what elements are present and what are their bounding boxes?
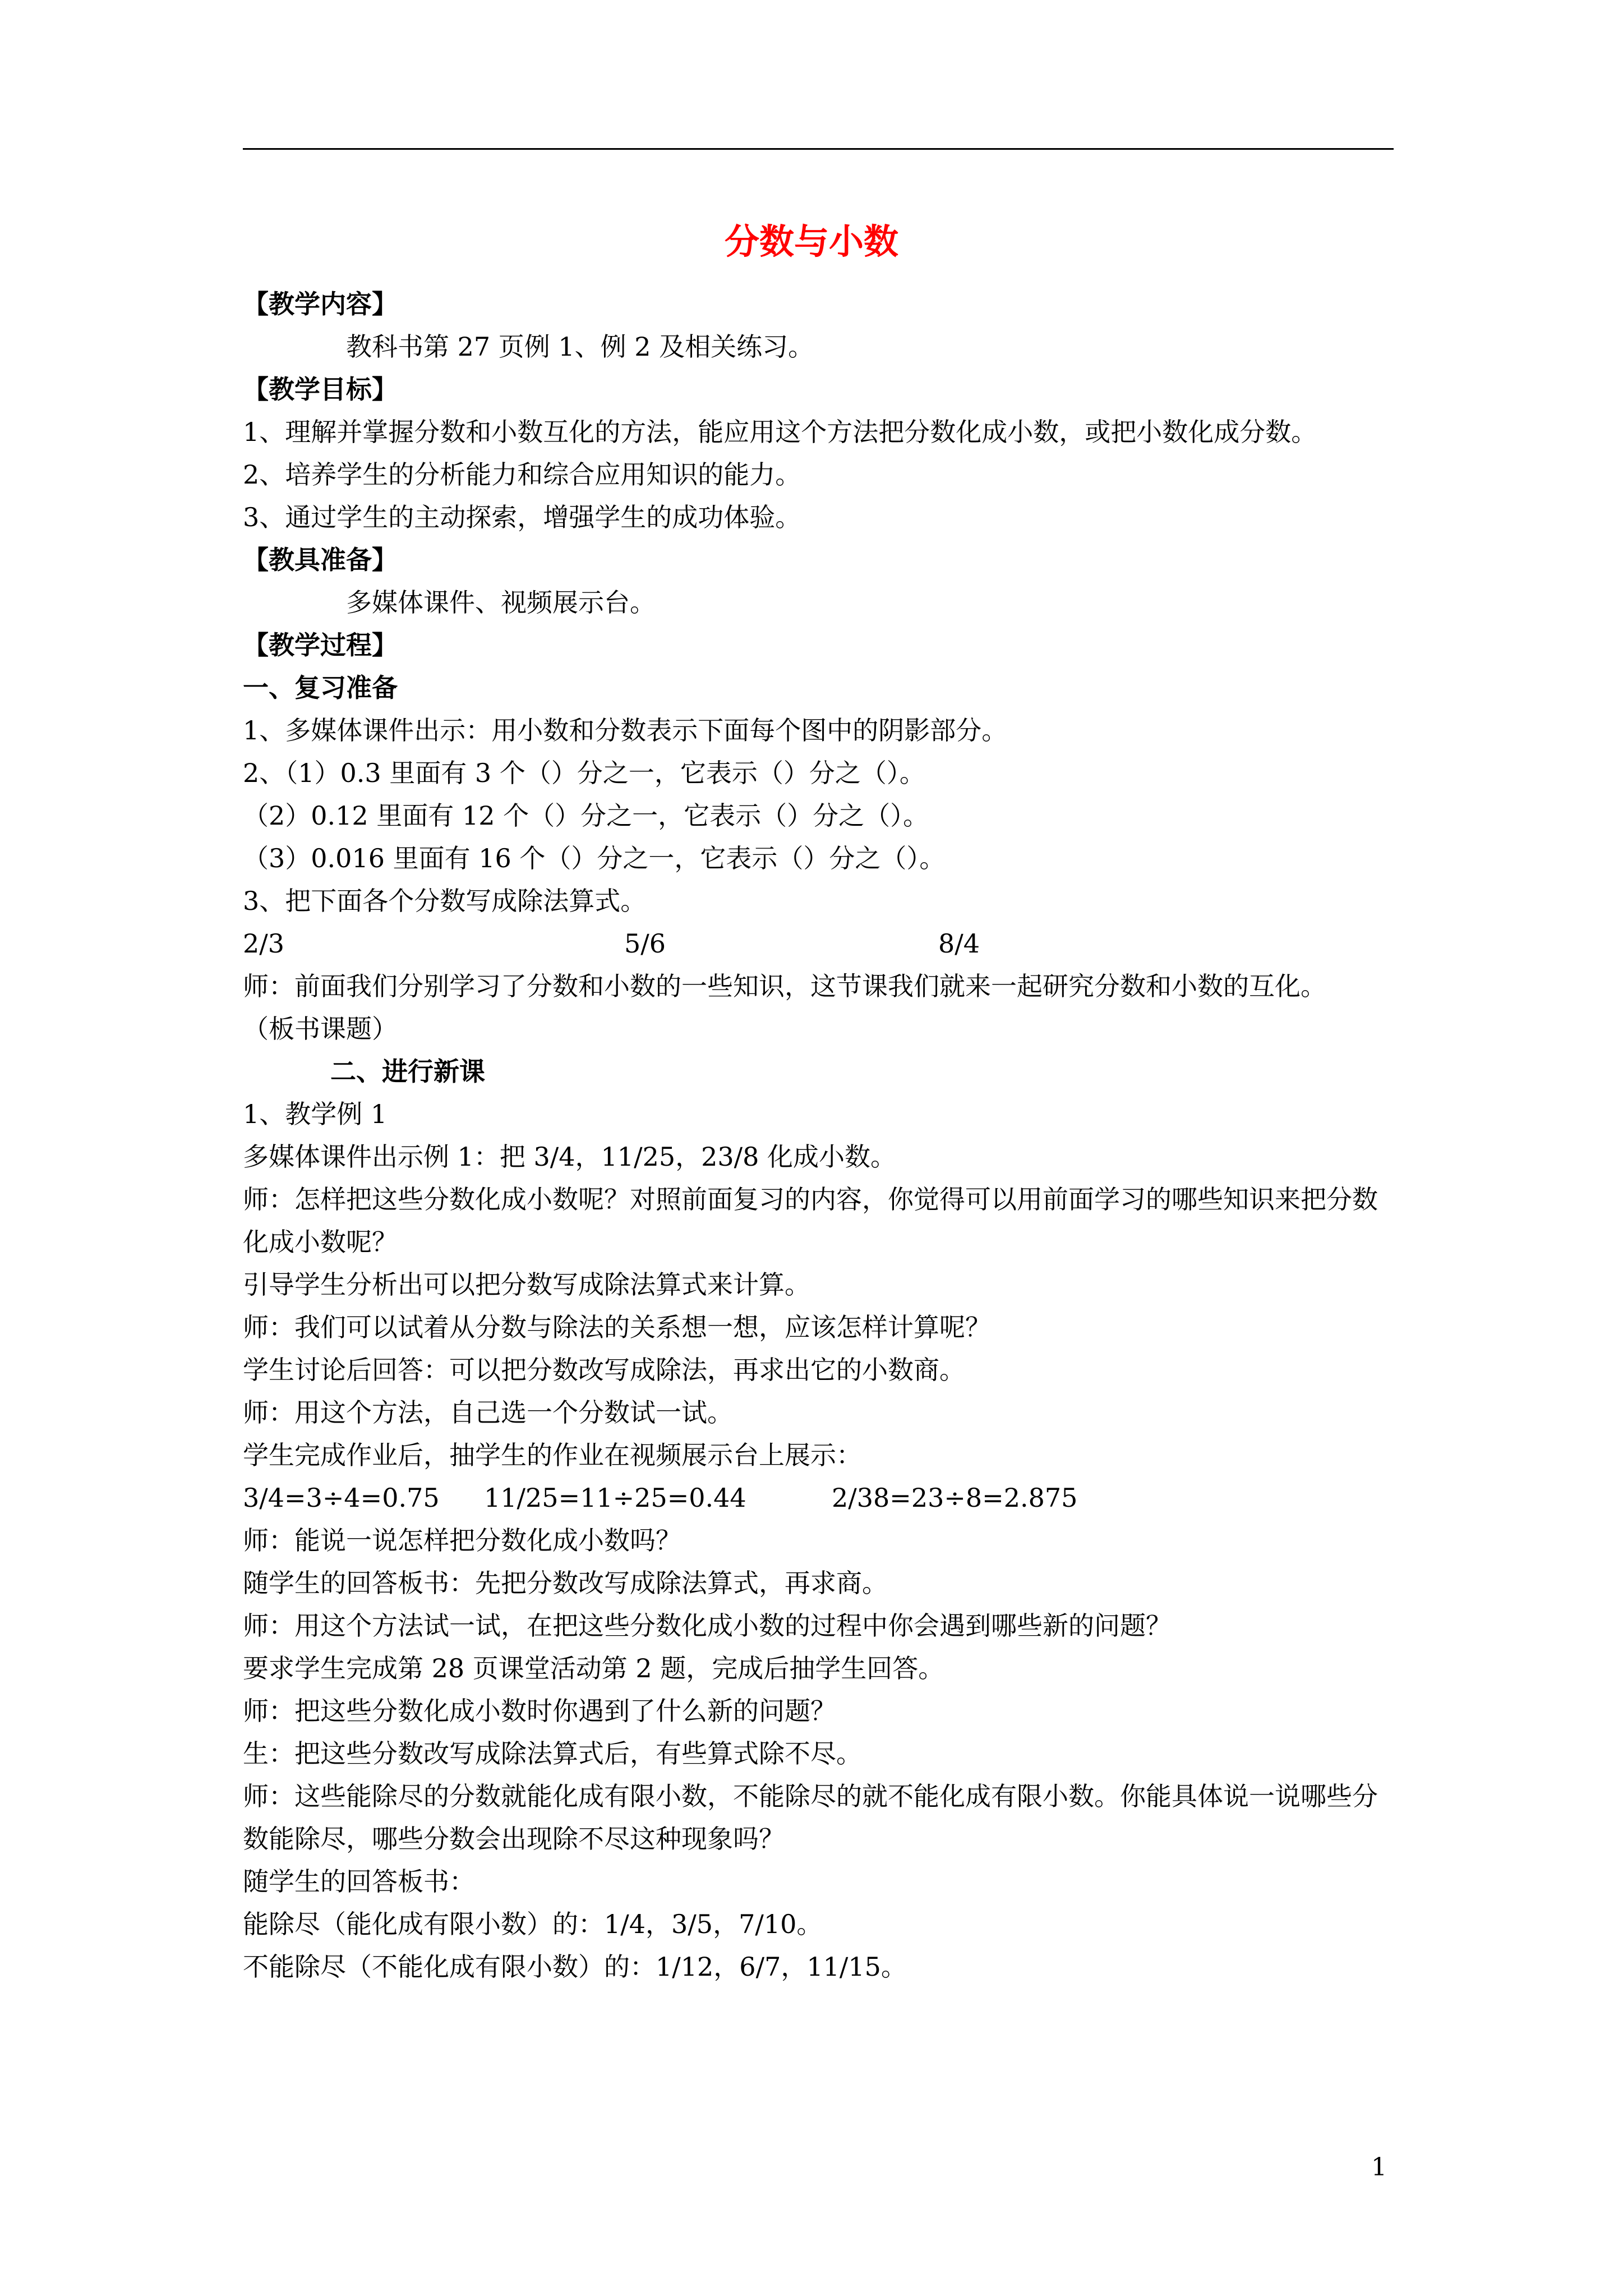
fraction-item: 8/4 <box>938 928 980 959</box>
equation-item: 3/4=3÷4=0.75 <box>243 1483 440 1513</box>
lesson-line: 要求学生完成第 28 页课堂活动第 2 题，完成后抽学生回答。 <box>243 1653 944 1683</box>
header-rule <box>243 148 1394 150</box>
lesson-line: 师：怎样把这些分数化成小数呢？对照前面复习的内容，你觉得可以用前面学习的哪些知识来把分数化成小数呢？ <box>243 1184 1378 1257</box>
lesson-line: 学生完成作业后，抽学生的作业在视频展示台上展示： <box>243 1440 862 1470</box>
review-item: 3、把下面各个分数写成除法算式。 <box>243 886 647 916</box>
lesson-line: 师：用这个方法试一试，在把这些分数化成小数的过程中你会遇到哪些新的问题？ <box>243 1611 1172 1641</box>
lesson-line: 能除尽（能化成有限小数）的：1/4，3/5，7/10。 <box>243 1909 823 1939</box>
tools-text: 多媒体课件、视频展示台。 <box>346 587 656 618</box>
document-title: 分数与小数 <box>724 221 898 262</box>
fraction-row <box>243 922 1394 965</box>
review-item: 2、（1）0.3 里面有 3 个（）分之一，它表示（）分之（）。 <box>243 758 925 788</box>
lesson-line: 师：把这些分数化成小数时你遇到了什么新的问题？ <box>243 1696 836 1726</box>
lesson-line: 随学生的回答板书： <box>243 1866 475 1897</box>
teacher-line: 师：前面我们分别学习了分数和小数的一些知识，这节课我们就来一起研究分数和小数的互化。 <box>243 971 1326 1001</box>
review-item: （3）0.016 里面有 16 个（）分之一，它表示（）分之（）。 <box>243 843 946 873</box>
lesson-line: 师：我们可以试着从分数与除法的关系想一想，应该怎样计算呢？ <box>243 1312 991 1342</box>
fraction-item: 2/3 <box>243 928 285 959</box>
section-heading-process: 【教学过程】 <box>243 630 398 660</box>
goal-item: 2、培养学生的分析能力和综合应用知识的能力。 <box>243 459 801 490</box>
board-title-note: （板书课题） <box>243 1014 398 1044</box>
lesson-line: 学生讨论后回答：可以把分数改写成除法，再求出它的小数商。 <box>243 1355 965 1385</box>
lesson-line: 师：用这个方法，自己选一个分数试一试。 <box>243 1397 733 1428</box>
equation-item: 11/25=11÷25=0.44 <box>484 1483 746 1513</box>
lesson-line: 师：这些能除尽的分数就能化成有限小数，不能除尽的就不能化成有限小数。你能具体说一说哪些分数能除尽，哪些分数会出现除不尽这种现象吗？ <box>243 1781 1378 1854</box>
example-heading: 1、教学例 1 <box>243 1099 388 1129</box>
lesson-line: 引导学生分析出可以把分数写成除法算式来计算。 <box>243 1269 810 1300</box>
equation-row <box>243 1476 1394 1519</box>
document-body <box>243 283 1394 1988</box>
subsection-heading-new: 二、进行新课 <box>330 1056 485 1087</box>
section-heading-content: 【教学内容】 <box>243 289 398 319</box>
lesson-line: 多媒体课件出示例 1：把 3/4，11/25，23/8 化成小数。 <box>243 1142 897 1172</box>
content-text: 教科书第 27 页例 1、例 2 及相关练习。 <box>346 332 814 362</box>
lesson-line: 师：能说一说怎样把分数化成小数吗？ <box>243 1525 681 1556</box>
fraction-item: 5/6 <box>624 928 666 959</box>
equation-item: 2/38=23÷8=2.875 <box>832 1483 1078 1513</box>
goal-item: 3、通过学生的主动探索，增强学生的成功体验。 <box>243 502 801 532</box>
page-number: 1 <box>1371 2153 1387 2182</box>
section-heading-goals: 【教学目标】 <box>243 374 398 404</box>
review-item: 1、多媒体课件出示：用小数和分数表示下面每个图中的阴影部分。 <box>243 715 1008 746</box>
lesson-line: 不能除尽（不能化成有限小数）的：1/12，6/7，11/15。 <box>243 1952 907 1982</box>
goal-item: 1、理解并掌握分数和小数互化的方法，能应用这个方法把分数化成小数，或把小数化成分数。 <box>243 417 1317 447</box>
lesson-line: 随学生的回答板书：先把分数改写成除法算式，再求商。 <box>243 1568 888 1598</box>
subsection-heading-review: 一、复习准备 <box>243 673 398 703</box>
section-heading-tools: 【教具准备】 <box>243 545 398 575</box>
lesson-line: 生：把这些分数改写成除法算式后，有些算式除不尽。 <box>243 1738 862 1769</box>
review-item: （2）0.12 里面有 12 个（）分之一，它表示（）分之（）。 <box>243 800 929 831</box>
